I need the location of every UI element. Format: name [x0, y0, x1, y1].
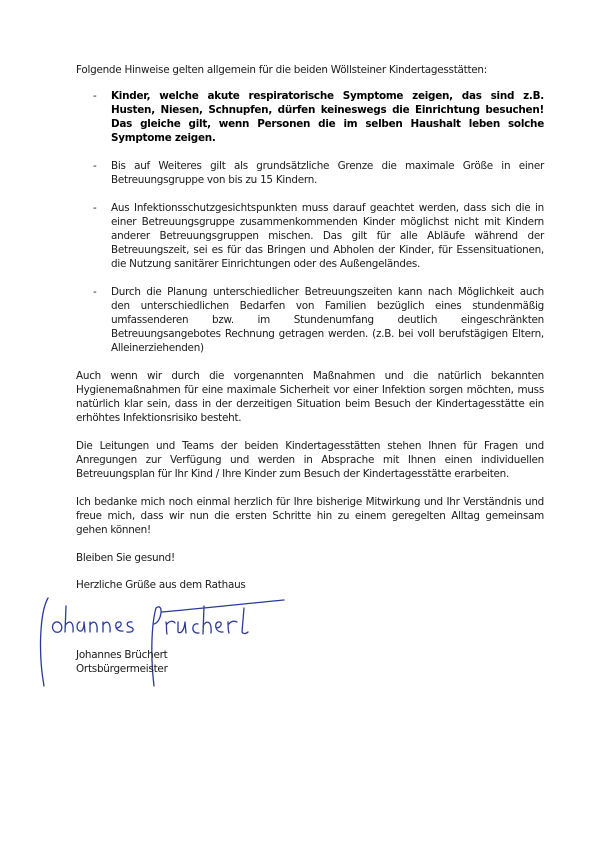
guideline-text: Aus Infektionsschutzgesichtspunkten muss darauf geachtet werden, dass sich die in einer Betreuungsgruppe zusammenkommenden Kinder möglichst nicht mit Kindern anderer Betreuungsgruppen mischen. Das gilt für alle Abläufe während der Betreuungszeit, sei es für das Bringen und Abholen der Kinder, für Essensituationen, die Nutzung sanitärer Einrichtungen oder des Außengeländes.	[111, 202, 544, 270]
dash-bullet: -	[93, 160, 97, 172]
guideline-item	[76, 285, 544, 355]
dash-bullet: -	[93, 90, 97, 102]
dash-bullet: -	[93, 202, 97, 214]
guideline-text: Durch die Planung unterschiedlicher Betreuungszeiten kann nach Möglichkeit auch den unterschiedlichen Bedarfen von Familien bezüglich eines stundenmäßig umfassenderen bzw. im Stundenumfang deutlich eingeschränkten Betreuungsangebotes Rechnung getragen werden. (z.B. bei voll berufstägigen Eltern, Alleinerziehenden)	[111, 286, 544, 354]
guideline-text: Bis auf Weiteres gilt als grundsätzliche Grenze die maximale Größe in einer Betreuungsgruppe von bis zu 15 Kindern.	[111, 160, 544, 186]
signature-block	[76, 596, 544, 688]
closing-greeting: Herzliche Grüße aus dem Rathaus	[76, 579, 246, 591]
body-paragraph: Auch wenn wir durch die vorgenannten Maßnahmen und die natürlich bekannten Hygienemaßnahmen für eine maximale Sicherheit vor einer Infektion sorgen möchten, muss natürlich klar sein, dass in der derzeitigen Situation beim Besuch der Kindertagesstätte ein erhöhtes Infektionsrisiko besteht.	[76, 370, 544, 424]
signatory-name: Johannes Brüchert	[76, 649, 168, 661]
body-paragraph: Ich bedanke mich noch einmal herzlich für Ihre bisherige Mitwirkung und Ihr Verständnis und freue mich, dass wir nun die ersten Schritte hin zu einem geregelten Alltag gemeinsam gehen können!	[76, 496, 544, 536]
intro-text: Folgende Hinweise gelten allgemein für die beiden Wöllsteiner Kindertagesstätten:	[76, 64, 488, 76]
guideline-item	[76, 201, 544, 271]
letter-page	[76, 63, 544, 688]
guidelines-list	[76, 89, 544, 355]
farewell-text: Bleiben Sie gesund!	[76, 552, 175, 564]
signatory-title: Ortsbürgermeister	[76, 663, 168, 675]
guideline-text: Kinder, welche akute respiratorische Symptome zeigen, das sind z.B. Husten, Niesen, Schnupfen, dürfen keineswegs die Einrichtung besuchen! Das gleiche gilt, wenn Personen die im selben Haushalt leben solche Symptome zeigen.	[111, 90, 544, 144]
handwritten-signature	[32, 592, 312, 688]
guideline-item	[76, 159, 544, 187]
dash-bullet: -	[93, 286, 97, 298]
body-paragraph: Die Leitungen und Teams der beiden Kindertagesstätten stehen Ihnen für Fragen und Anregungen zur Verfügung und werden in Absprache mit Ihnen einen individuellen Betreuungsplan für Ihr Kind / Ihre Kinder zum Besuch der Kindertagesstätte erarbeiten.	[76, 440, 544, 480]
guideline-item	[76, 89, 544, 145]
